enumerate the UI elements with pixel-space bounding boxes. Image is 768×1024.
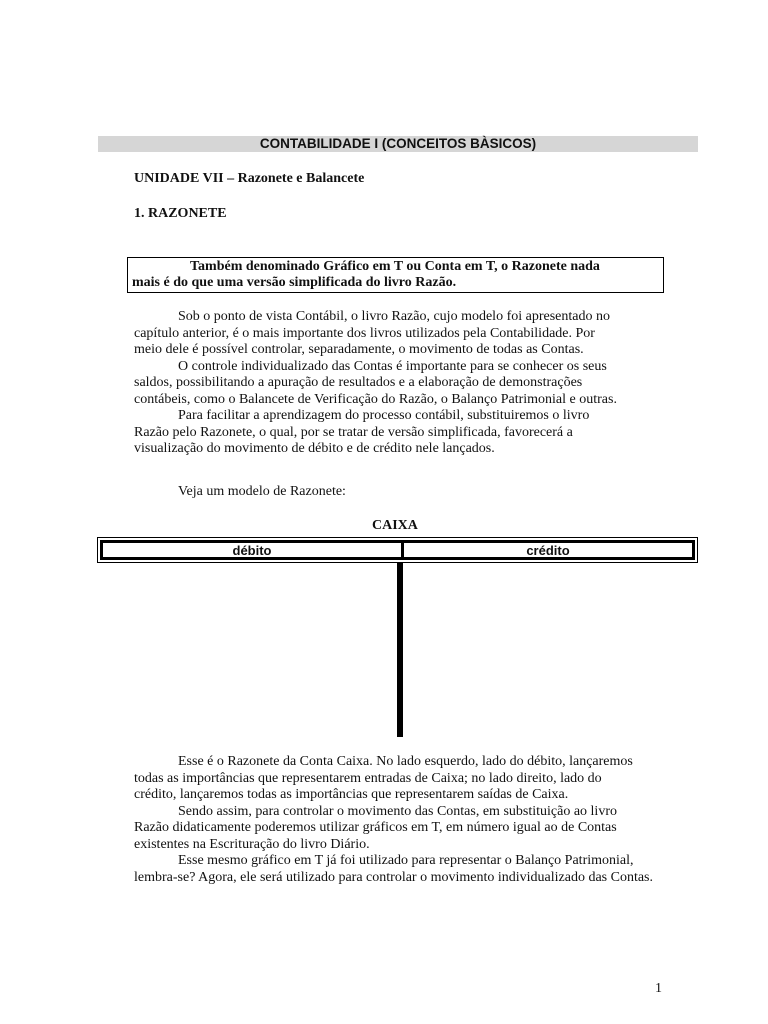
definition-line-2: mais é do que uma versão simplificada do livro Razão. xyxy=(132,275,457,290)
paragraph-line: visualização do movimento de débito e de crédito nele lançados. xyxy=(134,441,495,456)
unit-title: UNIDADE VII – Razonete e Balancete xyxy=(134,171,365,186)
paragraph-line: Razão pelo Razonete, o qual, por se tratar de versão simplificada, favorecerá a xyxy=(134,424,573,440)
t-account-title: CAIXA xyxy=(372,518,418,533)
paragraph-line: Para facilitar a aprendizagem do processo contábil, substituiremos o livro xyxy=(178,408,590,423)
page-number: 1 xyxy=(655,981,662,996)
model-intro-text: Veja um modelo de Razonete: xyxy=(178,484,346,499)
document-header: CONTABILIDADE I (CONCEITOS BÀSICOS) xyxy=(98,136,698,152)
paragraph-line: meio dele é possível controlar, separadamente, o movimento de todas as Contas. xyxy=(134,342,584,357)
paragraph-block-2 xyxy=(134,754,694,886)
paragraph-line: saldos, possibilitando a apuração de resultados e a elaboração de demonstrações xyxy=(134,375,583,390)
credit-label: crédito xyxy=(401,543,692,557)
paragraph-line: todas as importâncias que representarem entradas de Caixa; no lado direito, lado do xyxy=(134,770,602,786)
paragraph-line: Esse é o Razonete da Conta Caixa. No lado esquerdo, lado do débito, lançaremos xyxy=(178,754,633,769)
paragraph-line: existentes na Escrituração do livro Diário. xyxy=(134,836,370,852)
paragraph-line: Razão didaticamente poderemos utilizar gráficos em T, em número igual ao de Contas xyxy=(134,820,617,835)
t-account-divider xyxy=(397,563,403,737)
paragraph-line: lembra-se? Agora, ele será utilizado para controlar o movimento individualizado das Contas. xyxy=(134,869,653,885)
t-account-header xyxy=(97,537,698,563)
paragraph-line: Sob o ponto de vista Contábil, o livro Razão, cujo modelo foi apresentado no xyxy=(178,309,610,324)
paragraph-line: crédito, lançaremos todas as importâncias que representarem saídas de Caixa. xyxy=(134,787,569,802)
definition-box xyxy=(127,257,664,293)
paragraph-block-1 xyxy=(134,309,694,458)
section-title: 1. RAZONETE xyxy=(134,206,227,221)
paragraph-line: capítulo anterior, é o mais importante dos livros utilizados pela Contabilidade. Por xyxy=(134,325,595,341)
definition-line-1: Também denominado Gráfico em T ou Conta em T, o Razonete nada xyxy=(190,259,600,274)
paragraph-line: contábeis, como o Balancete de Verificação do Razão, o Balanço Patrimonial e outras. xyxy=(134,391,617,407)
paragraph-line: Esse mesmo gráfico em T já foi utilizado para representar o Balanço Patrimonial, xyxy=(178,853,634,868)
paragraph-line: O controle individualizado das Contas é importante para se conhecer os seus xyxy=(178,358,607,374)
debit-label: débito xyxy=(232,543,272,558)
paragraph-line: Sendo assim, para controlar o movimento das Contas, em substituição ao livro xyxy=(178,803,617,819)
